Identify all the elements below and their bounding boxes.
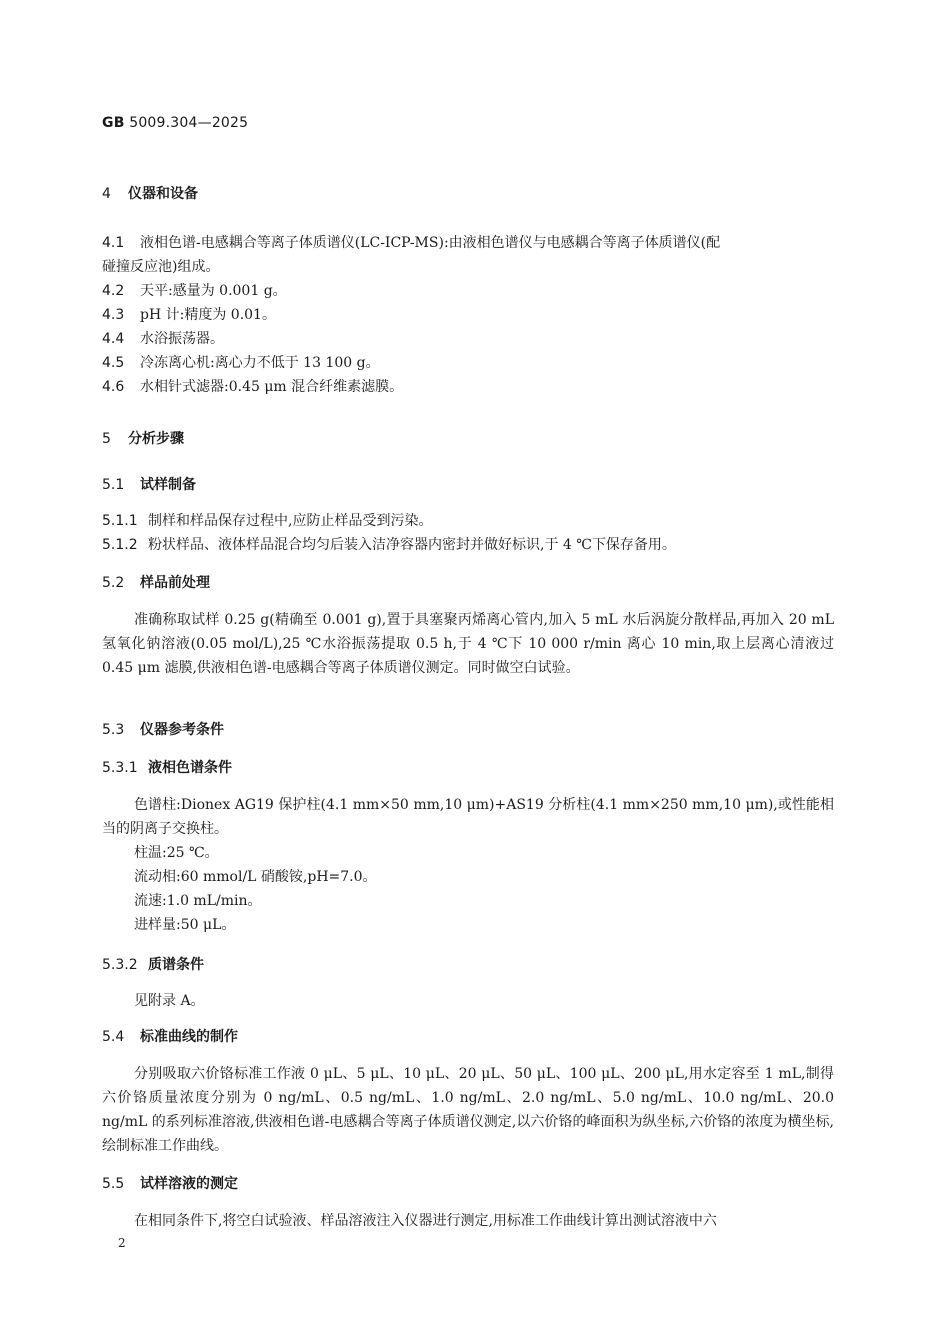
section-5-3-2-heading	[102, 954, 204, 974]
item-4-6	[102, 377, 403, 397]
section-4-heading	[102, 183, 198, 203]
item-number: 4.3	[102, 307, 125, 323]
lc-column-text: 色谱柱:Dionex AG19 保护柱(4.1 mm×50 mm,10 μm)+AS19 分析柱(4.1 mm×250 mm,10 μm),或性能相当的阴离子交换柱。	[102, 797, 834, 837]
section-title: 试样制备	[140, 477, 196, 493]
item-number: 5.1.2	[102, 537, 138, 553]
section-title: 标准曲线的制作	[140, 1029, 238, 1045]
item-4-1	[102, 233, 720, 253]
section-number: 5.4	[102, 1029, 125, 1045]
section-5-4-heading	[102, 1026, 238, 1046]
item-text: pH 计:精度为 0.01。	[140, 307, 276, 323]
item-4-3	[102, 305, 276, 325]
lc-flow-rate-text: 流速:1.0 mL/min。	[134, 893, 262, 909]
item-text: 制样和样品保存过程中,应防止样品受到污染。	[148, 513, 433, 529]
section-5-5-heading	[102, 1173, 238, 1193]
item-text: 天平:感量为 0.001 g。	[140, 283, 287, 299]
standard-curve-paragraph: 分别吸取六价铬标准工作液 0 μL、5 μL、10 μL、20 μL、50 μL、100 μL、200 μL,用水定容至 1 mL,制得六价铬质量浓度分别为 0 ng/mL、0.5 ng/mL、1.0 ng/mL、2.0 ng/mL、5.0 ng/mL、10.0 ng/mL、20.0 ng/mL 的系列标准溶液,供液相色谱-电感耦合等离子体质谱仪测定,以六价铬的峰面积为纵坐标,六价铬的浓度为横坐标,绘制标准工作曲线。	[102, 1066, 834, 1154]
section-number: 5.3.2	[102, 957, 138, 973]
section-number: 5	[102, 431, 111, 447]
item-4-4	[102, 329, 224, 349]
item-number: 4.2	[102, 283, 125, 299]
section-number: 5.2	[102, 575, 125, 591]
section-title: 样品前处理	[140, 575, 210, 591]
item-text: 粉状样品、液体样品混合均匀后装入洁净容器内密封并做好标识,于 4 ℃下保存备用。	[148, 537, 676, 553]
item-text: 水相针式滤器:0.45 μm 混合纤维素滤膜。	[140, 379, 404, 395]
item-number: 4.4	[102, 331, 125, 347]
page-number: 2	[118, 1236, 126, 1250]
item-text: 冷冻离心机:离心力不低于 13 100 g。	[140, 355, 380, 371]
lc-temperature-text: 柱温:25 ℃。	[134, 845, 219, 861]
item-4-2	[102, 281, 287, 301]
item-text: 液相色谱-电感耦合等离子体质谱仪(LC-ICP-MS):由液相色谱仪与电感耦合等离子体质谱仪(配	[140, 235, 721, 251]
standard-prefix: GB	[102, 115, 125, 131]
section-title: 质谱条件	[148, 957, 204, 973]
lc-mobile-phase-text: 流动相:60 mmol/L 硝酸铵,pH=7.0。	[134, 869, 377, 885]
item-5-1-1	[102, 511, 432, 531]
item-4-5	[102, 353, 380, 373]
ms-conditions-text: 见附录 A。	[134, 993, 205, 1009]
section-title: 仪器和设备	[128, 186, 198, 202]
section-5-3-1-heading	[102, 757, 232, 777]
section-5-heading	[102, 428, 184, 448]
item-number: 4.1	[102, 235, 125, 251]
item-text: 水浴振荡器。	[140, 331, 224, 347]
section-number: 5.3	[102, 722, 125, 738]
section-number: 4	[102, 186, 111, 202]
item-5-1-2	[102, 535, 676, 555]
item-number: 5.1.1	[102, 513, 138, 529]
section-5-3-heading	[102, 719, 224, 739]
section-5-2-heading	[102, 572, 210, 592]
section-number: 5.5	[102, 1176, 125, 1192]
lc-injection-volume-text: 进样量:50 μL。	[134, 917, 236, 933]
standard-number	[102, 115, 248, 131]
section-title: 分析步骤	[128, 431, 184, 447]
section-title: 液相色谱条件	[148, 760, 232, 776]
section-title: 试样溶液的测定	[140, 1176, 238, 1192]
sample-pretreatment-paragraph: 准确称取试样 0.25 g(精确至 0.001 g),置于具塞聚丙烯离心管内,加入 5 mL 水后涡旋分散样品,再加入 20 mL 氢氧化钠溶液(0.05 mol/L),25 ℃水浴振荡提取 0.5 h,于 4 ℃下 10 000 r/min 离心 10 min,取上层离心清液过 0.45 μm 滤膜,供液相色谱-电感耦合等离子体质谱仪测定。同时做空白试验。	[102, 612, 834, 676]
sample-determination-paragraph: 在相同条件下,将空白试验液、样品溶液注入仪器进行测定,用标准工作曲线计算出测试溶液中六	[134, 1213, 717, 1229]
section-number: 5.3.1	[102, 760, 138, 776]
section-title: 仪器参考条件	[140, 722, 224, 738]
standard-code: 5009.304—2025	[129, 115, 249, 131]
item-4-1-continuation: 碰撞反应池)组成。	[102, 259, 220, 275]
section-5-1-heading	[102, 474, 196, 494]
item-number: 4.5	[102, 355, 125, 371]
item-number: 4.6	[102, 379, 125, 395]
section-number: 5.1	[102, 477, 125, 493]
